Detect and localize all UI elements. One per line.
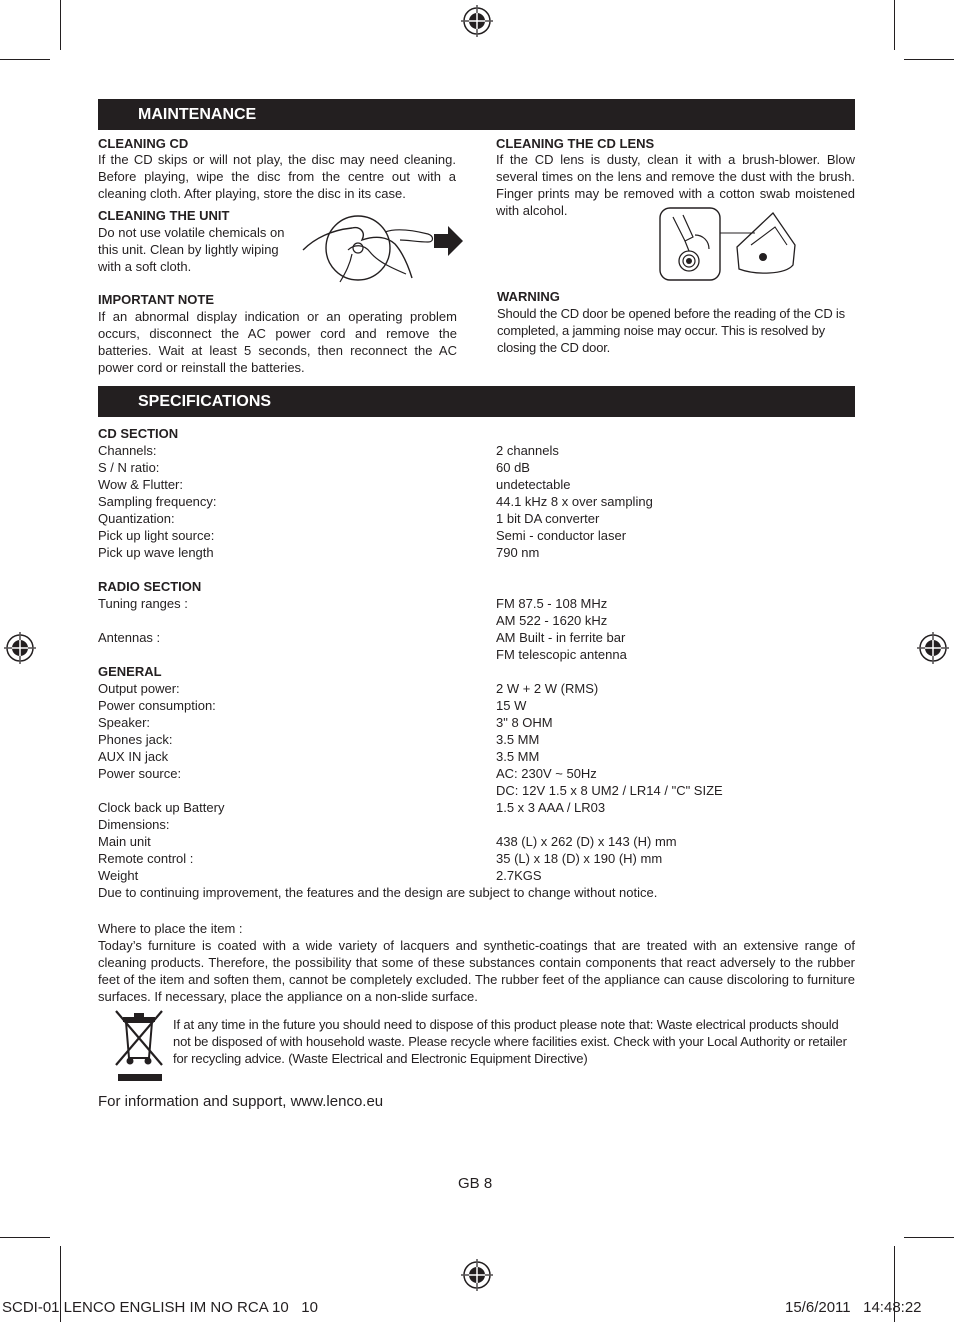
spec-label: Weight <box>98 868 139 883</box>
spec-notice <box>98 884 858 901</box>
spec-value: 1 bit DA converter <box>496 511 600 526</box>
spec-row <box>98 595 858 612</box>
support-text: For information and support, www.lenco.eu <box>98 1093 384 1110</box>
spec-row <box>98 476 858 493</box>
spec-value: 3.5 MM <box>496 749 540 764</box>
spec-row <box>98 833 858 850</box>
section-heading-label: GENERAL <box>98 664 162 679</box>
spec-value: AC: 230V ~ 50Hz <box>496 766 597 781</box>
notice-text: Due to continuing improvement, the features and the design are subject to change without notice. <box>98 885 658 900</box>
spec-value: FM telescopic antenna <box>496 647 627 662</box>
footer-date: 15/6/2011 14:48:22 <box>785 1299 922 1316</box>
spec-label: Output power: <box>98 681 180 696</box>
spec-value: Semi - conductor laser <box>496 528 627 543</box>
spec-value: 3" 8 OHM <box>496 715 553 730</box>
cleaning-lens-text: If the CD lens is dusty, clean it with a brush-blower. Blow several times on the lens and remove the dust with the brush. Finger prints may be removed with a cotton swab moistened with alcohol. <box>496 152 855 218</box>
spec-value: 3.5 MM <box>496 732 540 747</box>
spec-label: Remote control : <box>98 851 194 866</box>
registration-mark-icon <box>3 631 37 665</box>
radio-section-heading <box>98 578 858 595</box>
spec-row <box>98 442 858 459</box>
registration-mark-icon <box>460 4 494 38</box>
spec-row <box>98 493 858 510</box>
spec-row <box>98 612 858 629</box>
lens-cleaning-illustration <box>655 205 805 283</box>
spec-label: Speaker: <box>98 715 151 730</box>
spec-label: Phones jack: <box>98 732 173 747</box>
spec-label-empty <box>98 646 496 663</box>
maintenance-header: MAINTENANCE <box>98 99 855 130</box>
spec-value: 2 W + 2 W (RMS) <box>496 681 599 696</box>
spec-row <box>98 510 858 527</box>
spec-value: 1.5 x 3 AAA / LR03 <box>496 800 606 815</box>
cleaning-unit-heading: CLEANING THE UNIT <box>98 208 230 223</box>
warning-text: Should the CD door be opened before the reading of the CD is completed, a jamming noise may occur. This is resolved by closing the CD door. <box>497 306 845 355</box>
spec-label: Power source: <box>98 766 182 781</box>
general-heading <box>98 663 858 680</box>
spec-label: Clock back up Battery <box>98 800 225 815</box>
spec-value: 438 (L) x 262 (D) x 143 (H) mm <box>496 834 677 849</box>
spec-label: Wow & Flutter: <box>98 477 184 492</box>
spec-label: Antennas : <box>98 630 161 645</box>
spec-value: AM 522 - 1620 kHz <box>496 613 608 628</box>
spec-row <box>98 697 858 714</box>
crop-mark <box>904 59 954 60</box>
spec-row <box>98 816 858 833</box>
spec-value: FM 87.5 - 108 MHz <box>496 596 608 611</box>
spec-value: 2 channels <box>496 443 559 458</box>
placement-heading: Where to place the item : <box>98 921 243 936</box>
spec-value: 35 (L) x 18 (D) x 190 (H) mm <box>496 851 663 866</box>
important-note-heading: IMPORTANT NOTE <box>98 292 215 307</box>
spec-row <box>98 680 858 697</box>
spec-value: 15 W <box>496 698 527 713</box>
spec-row <box>98 850 858 867</box>
spec-row <box>98 646 858 663</box>
spec-label: Pick up wave length <box>98 545 214 560</box>
spec-row <box>98 782 858 799</box>
page-number: GB 8 <box>458 1175 493 1192</box>
spec-label: Pick up light source: <box>98 528 215 543</box>
spec-row <box>98 544 858 561</box>
disc-wiping-illustration <box>300 210 465 285</box>
crop-mark <box>894 0 895 50</box>
crop-mark <box>60 0 61 50</box>
spec-row <box>98 459 858 476</box>
cd-section-heading <box>98 425 858 442</box>
spacer <box>98 561 858 578</box>
spec-row <box>98 748 858 765</box>
spec-row <box>98 765 858 782</box>
spec-value: DC: 12V 1.5 x 8 UM2 / LR14 / "C" SIZE <box>496 783 723 798</box>
cleaning-unit-text: Do not use volatile chemicals on this unit. Clean by lightly wiping with a soft cloth. <box>98 225 285 274</box>
spec-row <box>98 714 858 731</box>
specifications-list <box>98 425 858 901</box>
specifications-header: SPECIFICATIONS <box>98 386 855 417</box>
spec-row <box>98 629 858 646</box>
section-heading-label: RADIO SECTION <box>98 579 202 594</box>
crop-mark <box>0 1237 50 1238</box>
spec-label: Quantization: <box>98 511 175 526</box>
crop-mark <box>0 59 50 60</box>
registration-mark-icon <box>460 1258 494 1292</box>
crossed-out-wheelie-bin-icon <box>112 1008 166 1084</box>
spec-value: AM Built - in ferrite bar <box>496 630 626 645</box>
spec-row <box>98 731 858 748</box>
spec-row <box>98 527 858 544</box>
spec-label: Sampling frequency: <box>98 494 217 509</box>
spec-value: 44.1 kHz 8 x over sampling <box>496 494 653 509</box>
spec-label: Tuning ranges : <box>98 596 188 611</box>
spec-label-empty <box>98 612 496 629</box>
spec-value: 790 nm <box>496 545 540 560</box>
cleaning-lens-heading: CLEANING THE CD LENS <box>496 136 655 151</box>
spec-label: Channels: <box>98 443 157 458</box>
cleaning-cd-heading: CLEANING CD <box>98 136 189 151</box>
spec-row <box>98 867 858 884</box>
registration-mark-icon <box>916 631 950 665</box>
spec-label: S / N ratio: <box>98 460 160 475</box>
weee-text: If at any time in the future you should need to dispose of this product please note that: Waste electrical products should not be disposed of with household waste. Please recycle where facilities exist. Check with your Local Authority or retailer for recycling advice. (Waste Electrical and Electronic Equipment Directive) <box>173 1017 847 1066</box>
spec-label: Main unit <box>98 834 151 849</box>
spec-label: Dimensions: <box>98 817 170 832</box>
spec-value: 2.7KGS <box>496 868 542 883</box>
spec-row <box>98 799 858 816</box>
warning-heading: WARNING <box>497 289 560 304</box>
spec-value: 60 dB <box>496 460 530 475</box>
spec-label: AUX IN jack <box>98 749 169 764</box>
crop-mark <box>904 1237 954 1238</box>
important-note-text: If an abnormal display indication or an operating problem occurs, disconnect the AC power cord and remove the batteries. Wait at least 5 seconds, then reconnect the AC power cord or reinstall the batteries. <box>98 309 457 375</box>
cleaning-cd-text: If the CD skips or will not play, the disc may need cleaning. Before playing, wipe the disc from the centre out with a cleaning cloth. After playing, store the disc in its case. <box>98 152 456 201</box>
placement-text: Today’s furniture is coated with a wide variety of lacquers and synthetic-coatings that are treated with an extensive range of cleaning products. Therefore, the possibility that some of these substances contain components that react adversely to the rubber feet of the item and soften them, cannot be completely excluded. The rubber feet of the appliance can cause discoloring to furniture surfaces. If necessary, place the appliance on a non-slide surface. <box>98 938 855 1004</box>
section-heading-label: CD SECTION <box>98 426 179 441</box>
spec-label-empty <box>98 782 496 799</box>
spec-label: Power consumption: <box>98 698 216 713</box>
footer-file-info: SCDI-01 LENCO ENGLISH IM NO RCA 10 10 <box>2 1299 318 1316</box>
spec-value: undetectable <box>496 477 571 492</box>
